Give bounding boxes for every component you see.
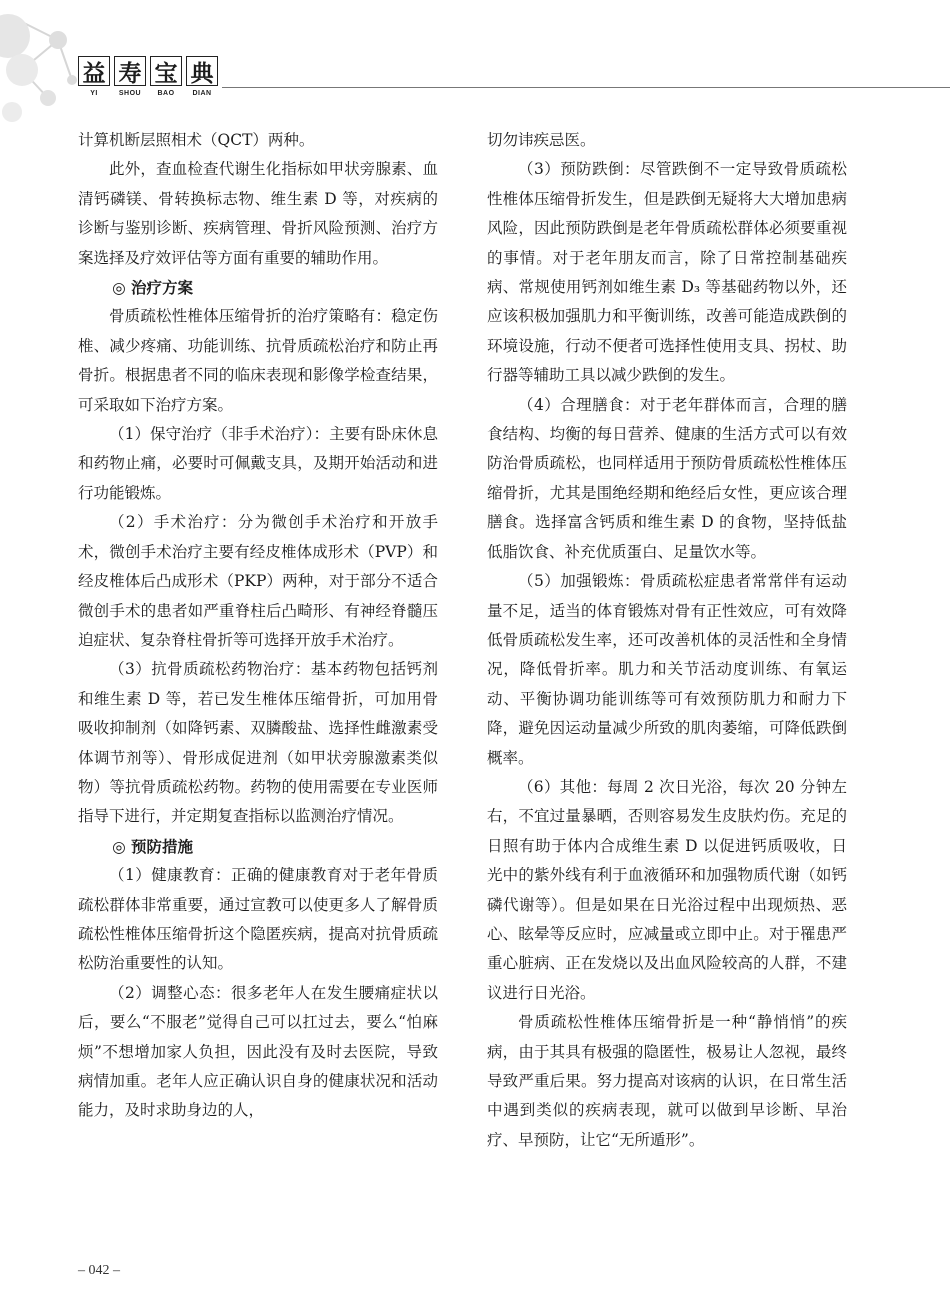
body-paragraph: （1）健康教育：正确的健康教育对于老年骨质疏松群体非常重要，通过宣教可以使更多人了解骨质疏松性椎体压缩骨折这个隐匿疾病，提高对抗骨质疏松防治重要性的认知。 bbox=[78, 866, 438, 973]
section-heading-treatment: ◎ 治疗方案 bbox=[112, 278, 194, 298]
logo-pinyin-syllable: SHOU bbox=[118, 90, 142, 97]
continuation-paragraph: 计算机断层照相术（QCT）两种。 bbox=[78, 131, 315, 149]
body-paragraph: （4）合理膳食：对于老年群体而言，合理的膳食结构、均衡的每日营养、健康的生活方式可以有效防治骨质疏松，也同样适用于预防骨质疏松性椎体压缩骨折，尤其是围绝经期和绝经后女性，更应该合理膳食。选择富含钙质和维生素 D 的食物，坚持低盐低脂饮食、补充优质蛋白、足量饮水等。 bbox=[487, 395, 847, 561]
logo-char: 寿 bbox=[114, 56, 146, 86]
logo-pinyin-syllable: YI bbox=[90, 90, 98, 97]
logo-pinyin-syllable: BAO bbox=[157, 90, 175, 97]
page-header bbox=[0, 0, 950, 125]
left-column bbox=[78, 126, 438, 1126]
body-paragraph: 骨质疏松性椎体压缩骨折是一种“静悄悄”的疾病，由于其具有极强的隐匿性，极易让人忽视，最终导致严重后果。努力提高对该病的认识，在日常生活中遇到类似的疾病表现，就可以做到早诊断、早治疗、早预防，让它“无所遁形”。 bbox=[487, 1013, 847, 1149]
body-paragraph: （3）预防跌倒：尽管跌倒不一定导致骨质疏松性椎体压缩骨折发生，但是跌倒无疑将大大增加患病风险，因此预防跌倒是老年骨质疏松群体必须要重视的事情。对于老年朋友而言，除了日常控制基础疾病、常规使用钙剂如维生素 D₃ 等基础药物以外，还应该积极加强肌力和平衡训练，改善可能造成跌倒的环境设施，行动不便者可选择性使用支具、拐杖、助行器等辅助工具以减少跌倒的发生。 bbox=[487, 160, 847, 385]
body-paragraph: 此外，查血检查代谢生化指标如甲状旁腺素、血清钙磷镁、骨转换标志物、维生素 D 等，对疾病的诊断与鉴别诊断、疾病管理、骨折风险预测、治疗方案选择及疗效评估等方面有重要的辅助作用。 bbox=[78, 160, 438, 267]
body-paragraph: （6）其他：每周 2 次日光浴，每次 20 分钟左右，不宜过量暴晒，否则容易发生皮肤灼伤。充足的日照有助于体内合成维生素 D 以促进钙质吸收，日光中的紫外线有利于血液循环和加强物质代谢（如钙磷代谢等）。但是如果在日光浴过程中出现烦热、恶心、眩晕等反应时，应减量或立即中止。对于罹患严重心脏病、正在发烧以及出血风险较高的人群，不建议进行日光浴。 bbox=[487, 777, 847, 1002]
body-paragraph: （2）调整心态：很多老年人在发生腰痛症状以后，要么“不服老”觉得自己可以扛过去，要么“怕麻烦”不想增加家人负担，因此没有及时去医院，导致病情加重。老年人应正确认识自身的健康状况和活动能力，及时求助身边的人， bbox=[78, 983, 438, 1120]
logo-pinyin bbox=[78, 90, 218, 97]
continuation-paragraph: 切勿讳疾忌医。 bbox=[487, 131, 596, 149]
logo-pinyin-syllable: DIAN bbox=[192, 90, 212, 97]
header-divider bbox=[222, 87, 950, 88]
logo-char: 益 bbox=[78, 56, 110, 86]
body-paragraph: （2）手术治疗：分为微创手术治疗和开放手术，微创手术治疗主要有经皮椎体成形术（PVP）和经皮椎体后凸成形术（PKP）两种，对于部分不适合微创手术的患者如严重脊柱后凸畸形、有神经脊髓压迫症状、复杂脊柱骨折等可选择开放手术治疗。 bbox=[78, 513, 438, 649]
logo-char: 宝 bbox=[150, 56, 182, 86]
body-paragraph: 骨质疏松性椎体压缩骨折的治疗策略有：稳定伤椎、减少疼痛、功能训练、抗骨质疏松治疗和防止再骨折。根据患者不同的临床表现和影像学检查结果，可采取如下治疗方案。 bbox=[78, 307, 438, 414]
logo-char: 典 bbox=[186, 56, 218, 86]
molecule-decoration bbox=[0, 0, 80, 125]
body-paragraph: （5）加强锻炼：骨质疏松症患者常常伴有运动量不足，适当的体育锻炼对骨有正性效应，可有效降低骨质疏松发生率，还可改善机体的灵活性和全身情况，降低骨折率。肌力和关节活动度训练、有氧运动、平衡协调功能训练等可有效预防肌力和耐力下降，避免因运动量减少所致的肌肉萎缩，可降低跌倒概率。 bbox=[487, 572, 847, 767]
page-number: – 042 – bbox=[78, 1263, 120, 1278]
section-heading-prevention: ◎ 预防措施 bbox=[112, 836, 194, 856]
magazine-logo bbox=[78, 56, 218, 86]
right-column bbox=[487, 126, 847, 1155]
body-paragraph: （3）抗骨质疏松药物治疗：基本药物包括钙剂和维生素 D 等，若已发生椎体压缩骨折，可加用骨吸收抑制剂（如降钙素、双膦酸盐、选择性雌激素受体调节剂等）、骨形成促进剂（如甲状旁腺激素类似物）等抗骨质疏松药物。药物的使用需要在专业医师指导下进行，并定期复查指标以监测治疗情况。 bbox=[78, 660, 438, 826]
body-paragraph: （1）保守治疗（非手术治疗）：主要有卧床休息和药物止痛，必要时可佩戴支具，及期开始活动和进行功能锻炼。 bbox=[78, 425, 438, 502]
